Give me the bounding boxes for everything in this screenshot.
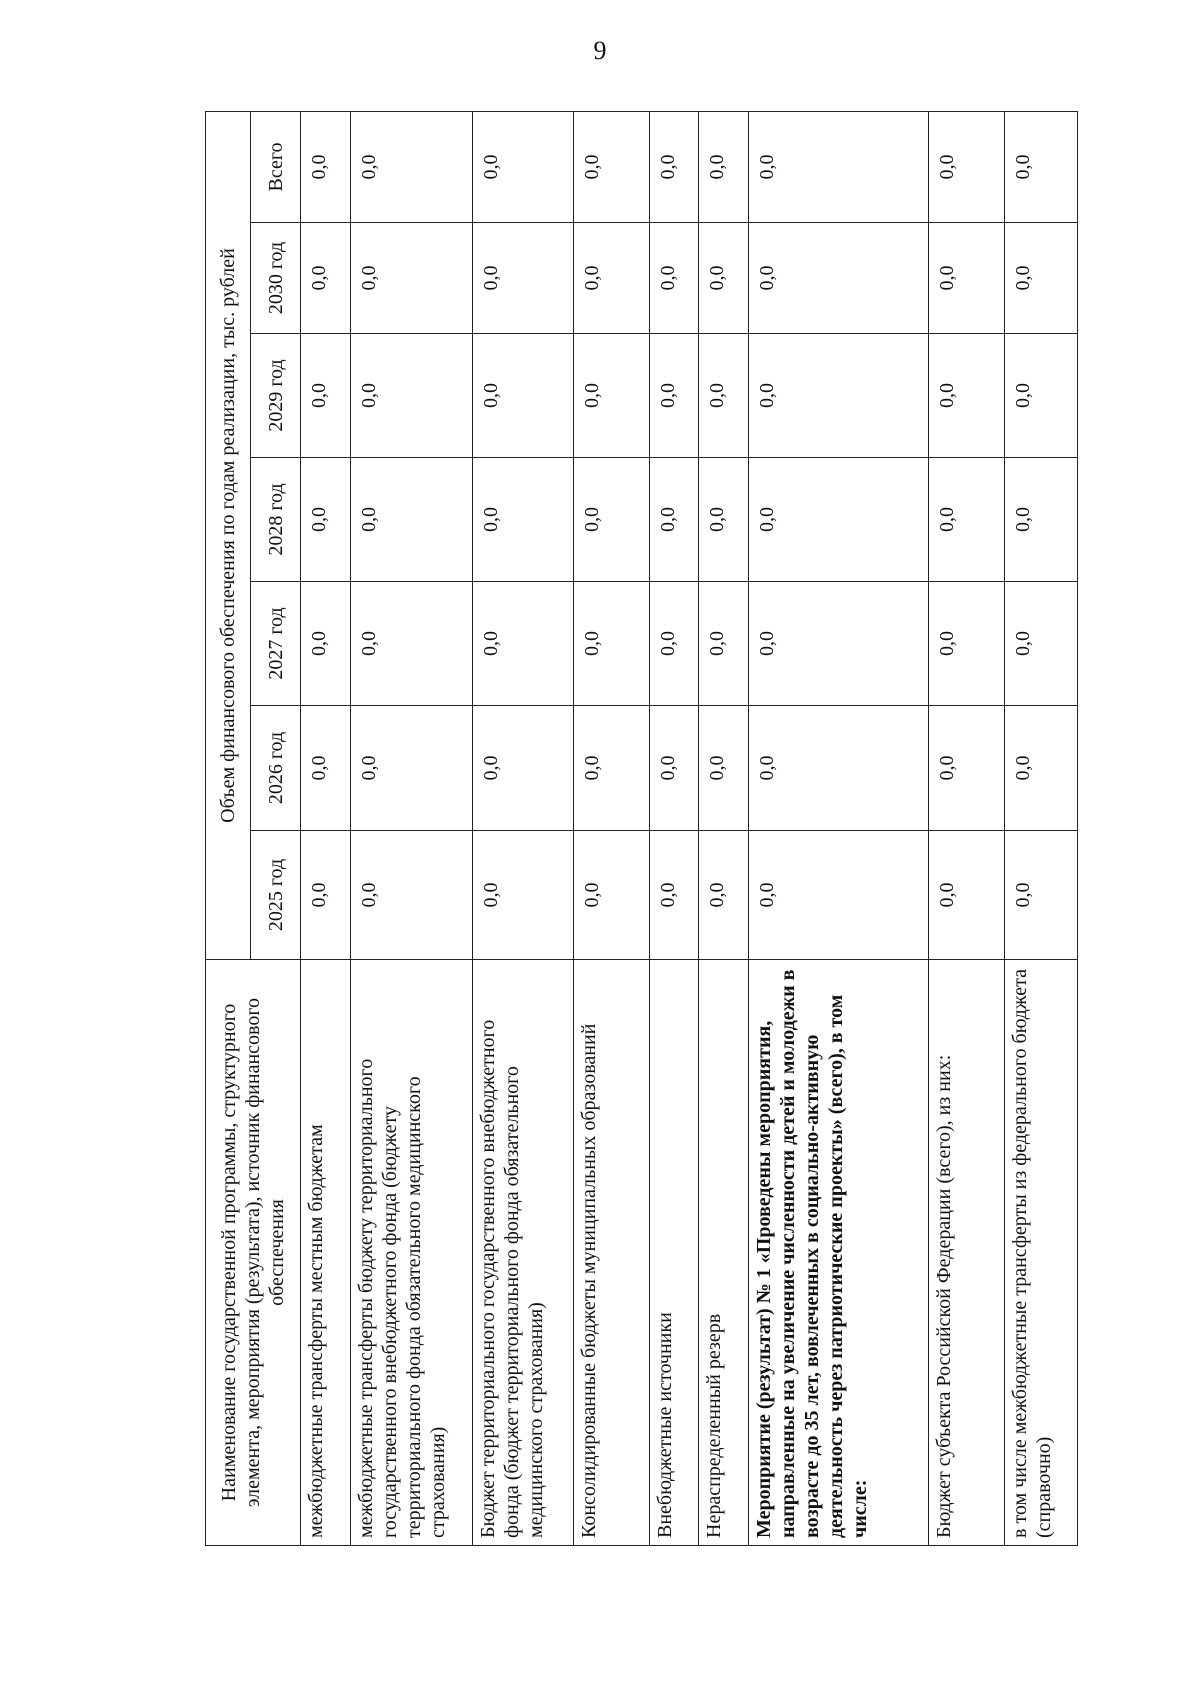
table-row <box>929 111 1004 1545</box>
year-header: 2026 год <box>251 706 301 831</box>
year-header: Всего <box>251 111 301 222</box>
year-header: 2028 год <box>251 458 301 582</box>
value-cell: 0,0 <box>929 458 1004 582</box>
value-cell: 0,0 <box>301 706 351 831</box>
header-name: Наименование государственной программы, структурного элемента, мероприятия (результата), источник финансового обеспечения <box>206 960 301 1546</box>
value-cell: 0,0 <box>649 706 699 831</box>
value-cell: 0,0 <box>649 582 699 706</box>
table-row <box>649 111 699 1545</box>
year-header: 2029 год <box>251 334 301 458</box>
row-label: межбюджетные трансферты местным бюджетам <box>301 960 351 1546</box>
value-cell: 0,0 <box>1004 458 1077 582</box>
value-cell: 0,0 <box>1004 582 1077 706</box>
table-row <box>574 111 649 1545</box>
row-label: в том числе межбюджетные трансферты из федерального бюджета (справочно) <box>1004 960 1077 1546</box>
value-cell: 0,0 <box>699 458 749 582</box>
row-label: Внебюджетные источники <box>649 960 699 1546</box>
value-cell: 0,0 <box>574 334 649 458</box>
table-body <box>301 111 1078 1545</box>
year-header: 2025 год <box>251 831 301 960</box>
value-cell: 0,0 <box>350 223 473 334</box>
value-cell: 0,0 <box>301 223 351 334</box>
row-label: межбюджетные трансферты бюджету территориального государственного внебюджетного фонда (бюджету территориального фонда обязательного медицинского страхования) <box>350 960 473 1546</box>
value-cell: 0,0 <box>748 458 929 582</box>
header-volume: Объем финансового обеспечения по годам реализации, тыс. рублей <box>206 111 251 959</box>
value-cell: 0,0 <box>929 831 1004 960</box>
value-cell: 0,0 <box>301 458 351 582</box>
table-row <box>699 111 749 1545</box>
value-cell: 0,0 <box>1004 223 1077 334</box>
value-cell: 0,0 <box>574 223 649 334</box>
value-cell: 0,0 <box>699 831 749 960</box>
value-cell: 0,0 <box>473 111 574 222</box>
value-cell: 0,0 <box>574 582 649 706</box>
value-cell: 0,0 <box>748 582 929 706</box>
value-cell: 0,0 <box>301 111 351 222</box>
value-cell: 0,0 <box>1004 334 1077 458</box>
value-cell: 0,0 <box>350 334 473 458</box>
value-cell: 0,0 <box>574 706 649 831</box>
value-cell: 0,0 <box>649 458 699 582</box>
row-label: Мероприятие (результат) № 1 «Проведены мероприятия, направленные на увеличение численности детей и молодежи в возрасте до 35 лет, вовлеченных в социально-активную деятельность через патриотические проекты» (всего), в том числе: <box>748 960 929 1546</box>
value-cell: 0,0 <box>748 334 929 458</box>
table-row <box>748 111 929 1545</box>
value-cell: 0,0 <box>699 334 749 458</box>
value-cell: 0,0 <box>649 111 699 222</box>
value-cell: 0,0 <box>473 706 574 831</box>
year-header: 2030 год <box>251 223 301 334</box>
value-cell: 0,0 <box>1004 831 1077 960</box>
year-header: 2027 год <box>251 582 301 706</box>
financing-table-container <box>205 112 1078 1546</box>
value-cell: 0,0 <box>699 582 749 706</box>
row-label: Нераспределенный резерв <box>699 960 749 1546</box>
value-cell: 0,0 <box>350 111 473 222</box>
value-cell: 0,0 <box>350 458 473 582</box>
table-row <box>473 111 574 1545</box>
value-cell: 0,0 <box>301 831 351 960</box>
value-cell: 0,0 <box>473 831 574 960</box>
value-cell: 0,0 <box>929 706 1004 831</box>
value-cell: 0,0 <box>350 582 473 706</box>
value-cell: 0,0 <box>699 111 749 222</box>
value-cell: 0,0 <box>699 706 749 831</box>
value-cell: 0,0 <box>649 223 699 334</box>
value-cell: 0,0 <box>473 582 574 706</box>
table-row <box>350 111 473 1545</box>
row-label: Бюджет субъекта Российской Федерации (всего), из них: <box>929 960 1004 1546</box>
value-cell: 0,0 <box>350 706 473 831</box>
value-cell: 0,0 <box>301 334 351 458</box>
value-cell: 0,0 <box>473 223 574 334</box>
financing-table <box>205 111 1078 1546</box>
value-cell: 0,0 <box>301 582 351 706</box>
table-row <box>1004 111 1077 1545</box>
value-cell: 0,0 <box>473 458 574 582</box>
value-cell: 0,0 <box>748 111 929 222</box>
value-cell: 0,0 <box>649 334 699 458</box>
value-cell: 0,0 <box>748 706 929 831</box>
value-cell: 0,0 <box>699 223 749 334</box>
page-number: 9 <box>593 36 607 65</box>
value-cell: 0,0 <box>574 111 649 222</box>
table-row <box>301 111 351 1545</box>
value-cell: 0,0 <box>929 111 1004 222</box>
value-cell: 0,0 <box>1004 706 1077 831</box>
value-cell: 0,0 <box>1004 111 1077 222</box>
value-cell: 0,0 <box>574 458 649 582</box>
value-cell: 0,0 <box>350 831 473 960</box>
value-cell: 0,0 <box>748 831 929 960</box>
value-cell: 0,0 <box>929 582 1004 706</box>
value-cell: 0,0 <box>473 334 574 458</box>
value-cell: 0,0 <box>649 831 699 960</box>
value-cell: 0,0 <box>748 223 929 334</box>
row-label: Бюджет территориального государственного внебюджетного фонда (бюджет территориального фонда обязательного медицинского страхования) <box>473 960 574 1546</box>
value-cell: 0,0 <box>929 223 1004 334</box>
value-cell: 0,0 <box>929 334 1004 458</box>
row-label: Консолидированные бюджеты муниципальных образований <box>574 960 649 1546</box>
value-cell: 0,0 <box>574 831 649 960</box>
